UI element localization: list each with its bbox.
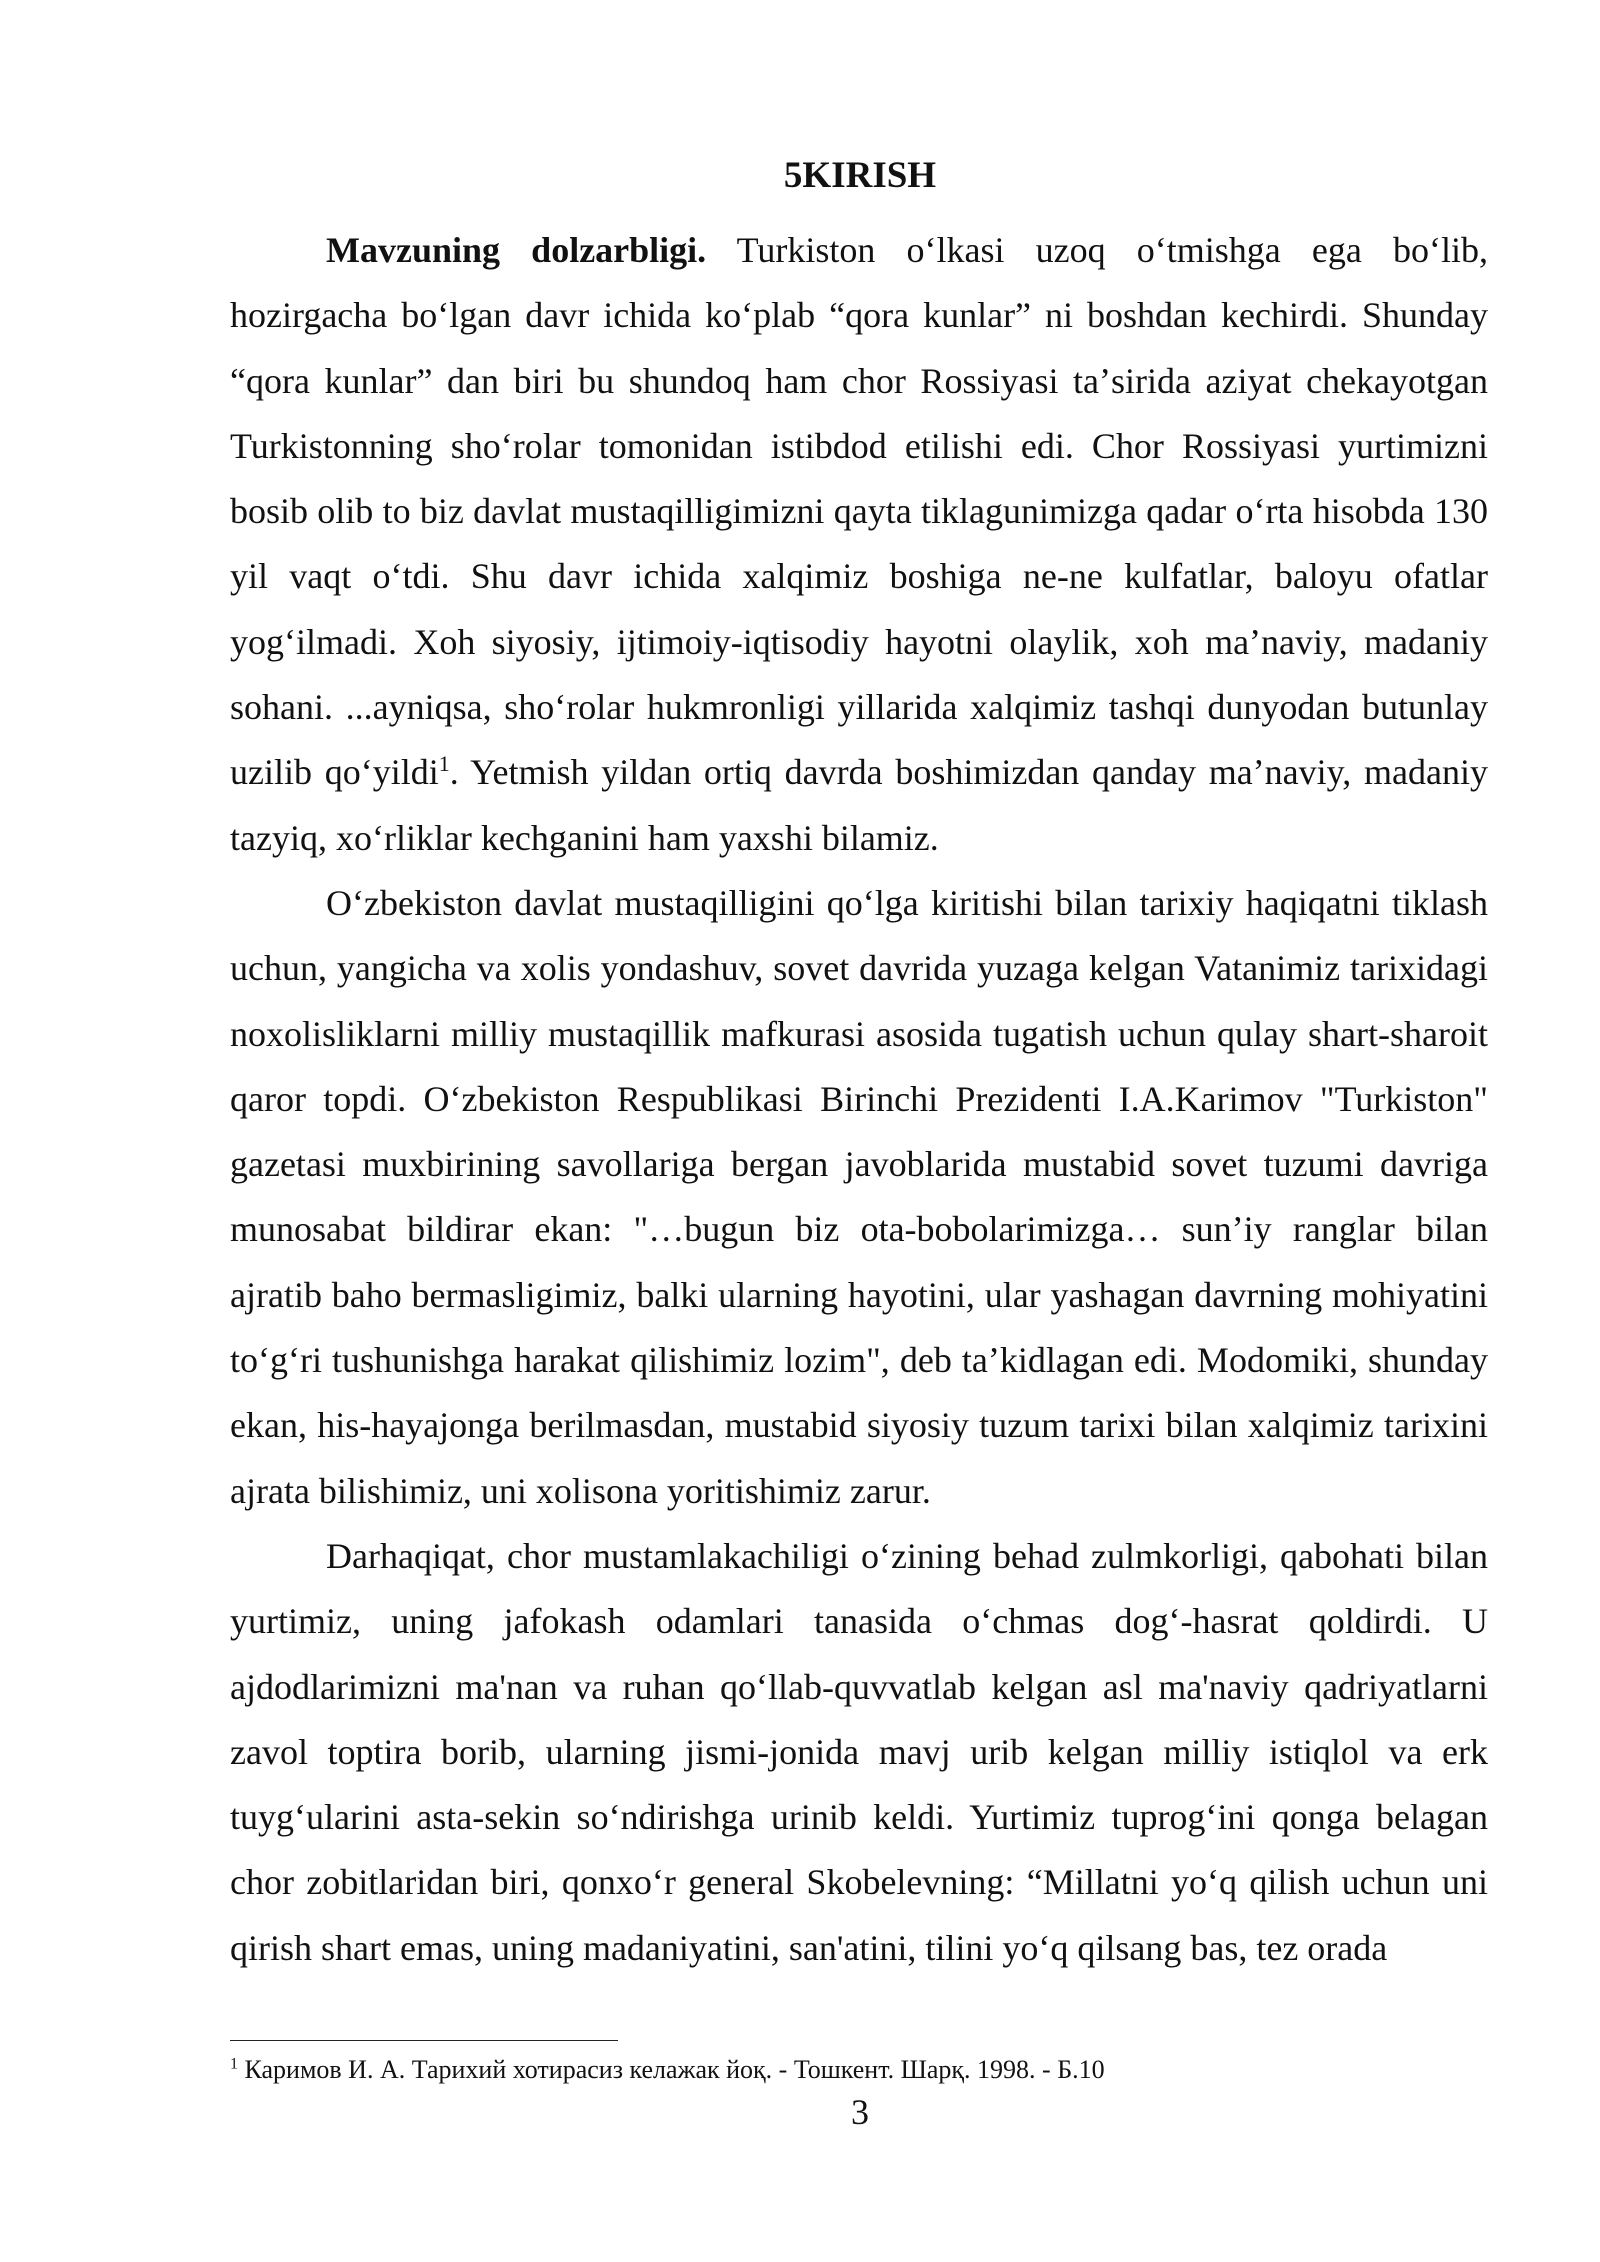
footnote-divider [230,2040,618,2041]
paragraph-relevance [230,218,1488,871]
footnote-text: Каримов И. А. Тарихий хотирасиз келажак йоқ. - Тошкент. Шарқ. 1998. - Б.10 [238,2055,1105,2084]
page-number: 3 [851,2092,869,2132]
footnote-reference[interactable]: 1 [438,751,450,777]
paragraph-text-continued: . Yetmish yildan ortiq davrda boshimizdan qanday maʼnaviy, madaniy tazyiq, xoʻrliklar kechganini ham yaxshi bilamiz. [230,752,1488,858]
paragraph-independence: Oʻzbekiston davlat mustaqilligini qoʻlga kiritishi bilan tarixiy haqiqatni tiklash uchun, yangicha va xolis yondashuv, sovet davrida yuzaga kelgan Vatanimiz tarixidagi noxolisliklarni milliy mustaqillik mafkurasi asosida tugatish uchun qulay shart-sharoit qaror topdi. Oʻzbekiston Respublikasi Birinchi Prezidenti I.A.Karimov "Turkiston" gazetasi muxbirining savollariga bergan javoblarida mustabid sovet tuzumi davriga munosabat bildirar ekan: "…bugun biz ota-bobolarimizga… sunʼiy ranglar bilan ajratib baho bermasligimiz, balki ularning hayotini, ular yashagan davrning mohiyatini toʻgʻri tushunishga harakat qilishimiz lozim", deb taʼkidlagan edi. Modomiki, shunday ekan, his-hayajonga berilmasdan, mustabid siyosiy tuzum tarixi bilan xalqimiz tarixini ajrata bilishimiz, uni xolisona yoritishimiz zarur. [230,882,1488,1511]
paragraph-lead: Mavzuning dolzarbligi. [326,230,707,270]
footnote-marker: 1 [230,2055,238,2073]
body-text [230,218,1488,1981]
section-heading: 5KIRISH [783,155,937,196]
paragraph-colonialism: Darhaqiqat, chor mustamlakachiligi oʻzining behad zulmkorligi, qabohati bilan yurtimiz, uning jafokash odamlari tanasida oʻchmas dogʻ-hasrat qoldirdi. U ajdodlarimizni ma'nan va ruhan qoʻllab-quvvatlab kelgan asl ma'naviy qadriyatlarni zavol toptira borib, ularning jismi-jonida mavj urib kelgan milliy istiqlol va erk tuygʻularini asta-sekin soʻndirishga urinib keldi. Yurtimiz tuprogʻini qonga belagan chor zobitlaridan biri, qonxoʻr general Skobelevning: “Millatni yoʻq qilish uchun uni qirish shart emas, uning madaniyatini, san'atini, tilini yoʻq qilsang bas, tez orada [230,1535,1488,1968]
footnote [230,2052,1488,2088]
paragraph-text: Turkiston oʻlkasi uzoq oʻtmishga ega boʻlib, hozirgacha boʻlgan davr ichida koʻplab “qora kunlar” ni boshdan kechirdi. Shunday “qora kunlar” dan biri bu shundoq ham chor Rossiyasi taʼsirida aziyat chekayotgan Turkistonning shoʻrolar tomonidan istibdod etilishi edi. Chor Rossiyasi yurtimizni bosib olib to biz davlat mustaqilligimizni qayta tiklagunimizga qadar oʻrta hisobda 130 yil vaqt oʻtdi. Shu davr ichida xalqimiz boshiga ne-ne kulfatlar, baloyu ofatlar yogʻilmadi. Xoh siyosiy, ijtimoiy-iqtisodiy hayotni olaylik, xoh maʼnaviy, madaniy sohani. ...ayniqsa, shoʻrolar hukmronligi yillarida xalqimiz tashqi dunyodan butunlay uzilib qoʻyildi [230,230,1489,793]
